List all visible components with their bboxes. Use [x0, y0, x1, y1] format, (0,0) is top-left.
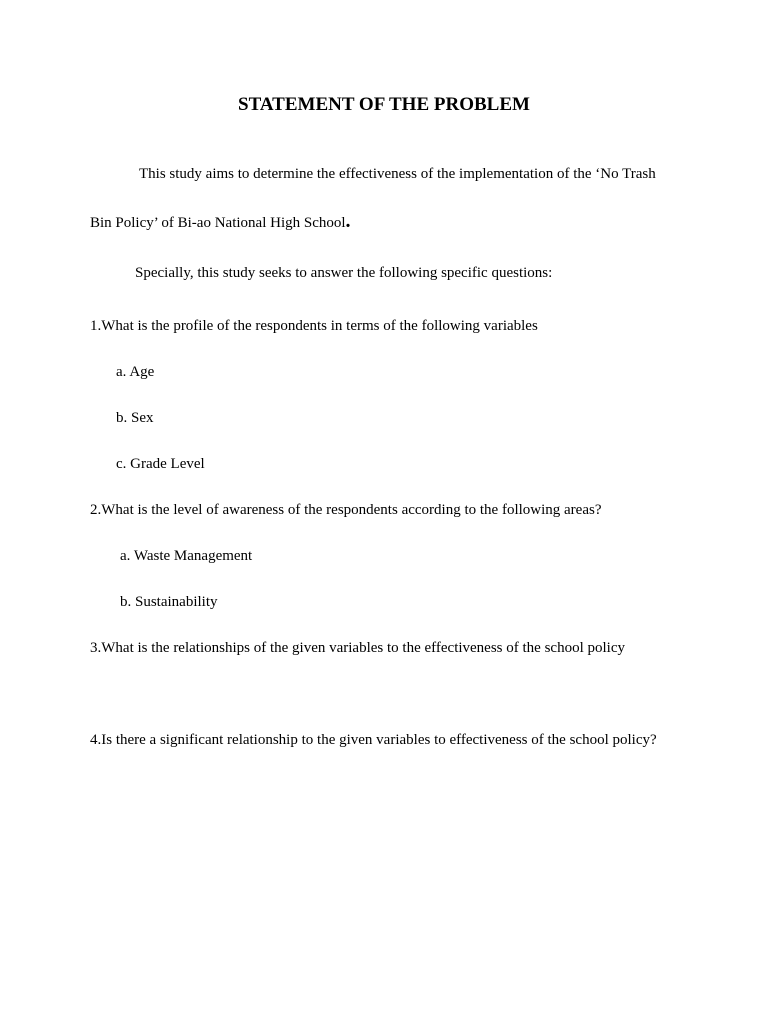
question-3: 3.What is the relationships of the given variables to the effectiveness of the school policy: [90, 640, 625, 656]
page-title: STATEMENT OF THE PROBLEM: [238, 94, 530, 115]
specific-questions-intro: Specially, this study seeks to answer the following specific questions:: [135, 265, 553, 281]
intro-paragraph-line-2-text: Bin Policy’ of Bi-ao National High School: [90, 215, 346, 231]
intro-paragraph-line-1: This study aims to determine the effectiveness of the implementation of the ‘No Trash: [139, 166, 656, 182]
question-1-item-grade-level: c. Grade Level: [116, 456, 205, 472]
intro-paragraph-period: .: [345, 210, 351, 232]
intro-paragraph-line-2: [90, 212, 351, 232]
question-2-item-waste-management: a. Waste Management: [120, 548, 253, 564]
question-2: 2.What is the level of awareness of the respondents according to the following areas?: [90, 502, 602, 518]
question-1-item-age: a. Age: [116, 364, 155, 380]
question-4: 4.Is there a significant relationship to the given variables to effectiveness of the school policy?: [90, 732, 657, 748]
question-1: 1.What is the profile of the respondents in terms of the following variables: [90, 318, 538, 334]
question-2-item-sustainability: b. Sustainability: [120, 594, 218, 610]
question-1-item-sex: b. Sex: [116, 410, 154, 426]
